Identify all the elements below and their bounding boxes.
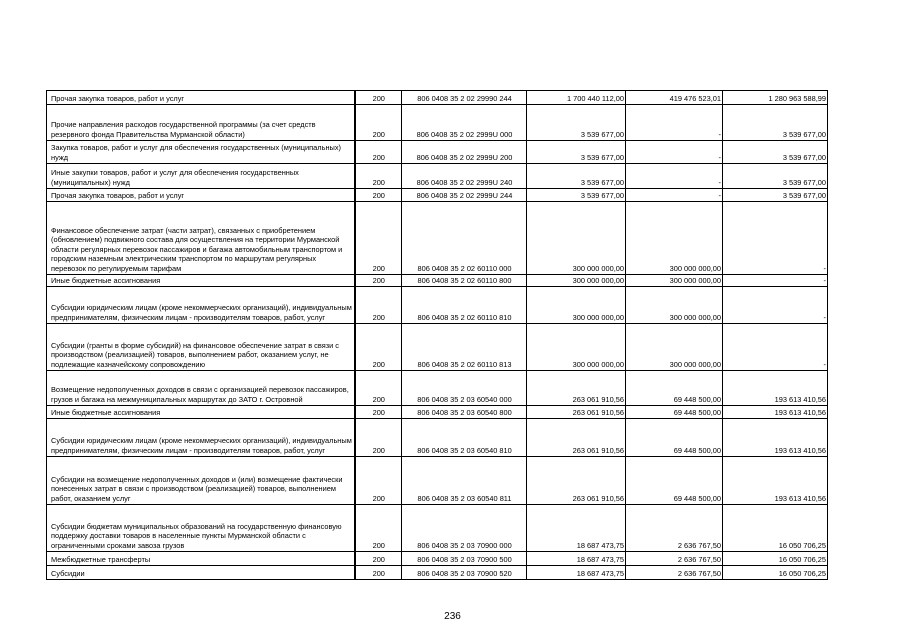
table-row: [47, 552, 828, 566]
row-code-cell: 806 0408 35 2 02 60110 813: [402, 324, 527, 371]
row-status-cell: 200: [355, 371, 402, 406]
row-code-cell: 806 0408 35 2 02 29990 244: [402, 91, 527, 105]
row-executed-cell: -: [626, 189, 723, 202]
row-executed-cell: 300 000 000,00: [626, 287, 723, 324]
row-approved-cell: 263 061 910,56: [527, 371, 626, 406]
row-status-cell: 200: [355, 202, 402, 275]
row-name-cell: Иные бюджетные ассигнования: [47, 406, 355, 419]
row-unexecuted-cell: 193 613 410,56: [723, 419, 828, 457]
row-executed-cell: 2 636 767,50: [626, 505, 723, 552]
row-unexecuted-cell: -: [723, 324, 828, 371]
row-unexecuted-cell: 3 539 677,00: [723, 141, 828, 164]
row-status-cell: 200: [355, 105, 402, 141]
row-executed-cell: -: [626, 164, 723, 189]
row-approved-cell: 18 687 473,75: [527, 566, 626, 580]
row-status-cell: 200: [355, 275, 402, 287]
row-status-cell: 200: [355, 552, 402, 566]
row-approved-cell: 18 687 473,75: [527, 505, 626, 552]
row-executed-cell: 69 448 500,00: [626, 406, 723, 419]
row-executed-cell: -: [626, 105, 723, 141]
row-unexecuted-cell: 193 613 410,56: [723, 406, 828, 419]
row-executed-cell: 300 000 000,00: [626, 202, 723, 275]
row-status-cell: 200: [355, 91, 402, 105]
row-code-cell: 806 0408 35 2 03 60540 800: [402, 406, 527, 419]
row-approved-cell: 263 061 910,56: [527, 419, 626, 457]
table-body: [47, 91, 828, 580]
row-code-cell: 806 0408 35 2 03 60540 000: [402, 371, 527, 406]
row-name-cell: Иные закупки товаров, работ и услуг для обеспечения государственных (муниципальных) нужд: [47, 164, 355, 189]
row-approved-cell: 3 539 677,00: [527, 141, 626, 164]
row-name-cell: Прочая закупка товаров, работ и услуг: [47, 189, 355, 202]
row-executed-cell: 300 000 000,00: [626, 275, 723, 287]
table-row: [47, 164, 828, 189]
row-name-cell: Прочие направления расходов государственной программы (за счет средств резервного фонда Правительства Мурманской области): [47, 105, 355, 141]
row-unexecuted-cell: 16 050 706,25: [723, 505, 828, 552]
row-status-cell: 200: [355, 287, 402, 324]
table-row: [47, 371, 828, 406]
row-approved-cell: 263 061 910,56: [527, 406, 626, 419]
row-unexecuted-cell: 193 613 410,56: [723, 371, 828, 406]
row-status-cell: 200: [355, 457, 402, 505]
table-row: [47, 324, 828, 371]
row-code-cell: 806 0408 35 2 02 60110 810: [402, 287, 527, 324]
row-approved-cell: 300 000 000,00: [527, 275, 626, 287]
table-row: [47, 189, 828, 202]
row-approved-cell: 300 000 000,00: [527, 324, 626, 371]
row-unexecuted-cell: 16 050 706,25: [723, 552, 828, 566]
row-executed-cell: 69 448 500,00: [626, 457, 723, 505]
table-row: [47, 419, 828, 457]
row-name-cell: Межбюджетные трансферты: [47, 552, 355, 566]
row-name-cell: Иные бюджетные ассигнования: [47, 275, 355, 287]
row-status-cell: 200: [355, 505, 402, 552]
row-approved-cell: 1 700 440 112,00: [527, 91, 626, 105]
row-unexecuted-cell: 16 050 706,25: [723, 566, 828, 580]
row-unexecuted-cell: -: [723, 287, 828, 324]
row-code-cell: 806 0408 35 2 02 2999U 000: [402, 105, 527, 141]
row-status-cell: 200: [355, 189, 402, 202]
row-name-cell: Субсидии (гранты в форме субсидий) на финансовое обеспечение затрат в связи с производством (реализацией) товаров, выполнением работ, оказанием услуг, не подлежащие казначейскому сопровождению: [47, 324, 355, 371]
table-row: [47, 406, 828, 419]
row-name-cell: Возмещение недополученных доходов в связи с организацией перевозок пассажиров, грузов и багажа на межмуниципальных маршрутах до ЗАТО г. Островной: [47, 371, 355, 406]
table-row: [47, 566, 828, 580]
row-code-cell: 806 0408 35 2 02 60110 800: [402, 275, 527, 287]
row-code-cell: 806 0408 35 2 02 2999U 240: [402, 164, 527, 189]
row-code-cell: 806 0408 35 2 02 60110 000: [402, 202, 527, 275]
row-executed-cell: 2 636 767,50: [626, 552, 723, 566]
row-status-cell: 200: [355, 324, 402, 371]
table-row: [47, 105, 828, 141]
row-name-cell: Прочая закупка товаров, работ и услуг: [47, 91, 355, 105]
row-status-cell: 200: [355, 164, 402, 189]
row-unexecuted-cell: 1 280 963 588,99: [723, 91, 828, 105]
row-executed-cell: 69 448 500,00: [626, 371, 723, 406]
row-unexecuted-cell: -: [723, 202, 828, 275]
page-number: 236: [444, 611, 461, 622]
row-unexecuted-cell: 3 539 677,00: [723, 189, 828, 202]
table-row: [47, 275, 828, 287]
row-name-cell: Субсидии юридическим лицам (кроме некоммерческих организаций), индивидуальным предпринимателям, физическим лицам - производителям товаров, работ, услуг: [47, 419, 355, 457]
row-unexecuted-cell: 3 539 677,00: [723, 105, 828, 141]
table-row: [47, 141, 828, 164]
row-code-cell: 806 0408 35 2 03 60540 810: [402, 419, 527, 457]
row-name-cell: Закупка товаров, работ и услуг для обеспечения государственных (муниципальных) нужд: [47, 141, 355, 164]
row-executed-cell: -: [626, 141, 723, 164]
row-status-cell: 200: [355, 406, 402, 419]
row-executed-cell: 69 448 500,00: [626, 419, 723, 457]
row-executed-cell: 2 636 767,50: [626, 566, 723, 580]
row-name-cell: Субсидии на возмещение недополученных доходов и (или) возмещение фактически понесенных затрат в связи с производством (реализацией) товаров, выполнением работ, оказанием услуг: [47, 457, 355, 505]
table-row: [47, 457, 828, 505]
row-code-cell: 806 0408 35 2 03 70900 520: [402, 566, 527, 580]
row-name-cell: Субсидии: [47, 566, 355, 580]
row-unexecuted-cell: 3 539 677,00: [723, 164, 828, 189]
row-approved-cell: 3 539 677,00: [527, 105, 626, 141]
row-code-cell: 806 0408 35 2 03 60540 811: [402, 457, 527, 505]
row-executed-cell: 419 476 523,01: [626, 91, 723, 105]
row-name-cell: Субсидии бюджетам муниципальных образований на государственную финансовую поддержку доставки товаров в населенные пункты Мурманской области с ограниченными сроками завоза грузов: [47, 505, 355, 552]
row-name-cell: Финансовое обеспечение затрат (части затрат), связанных с приобретением (обновлением) подвижного состава для осуществления на территории Мурманской области регулярных перевозок пассажиров и багажа автомобильным транспортом и городским наземным электрическим транспортом по маршрутам регулярных перевозок по регулируемым тарифам: [47, 202, 355, 275]
row-status-cell: 200: [355, 566, 402, 580]
table-row: [47, 505, 828, 552]
row-code-cell: 806 0408 35 2 03 70900 000: [402, 505, 527, 552]
row-code-cell: 806 0408 35 2 03 70900 500: [402, 552, 527, 566]
row-code-cell: 806 0408 35 2 02 2999U 200: [402, 141, 527, 164]
table-row: [47, 91, 828, 105]
row-status-cell: 200: [355, 141, 402, 164]
row-name-cell: Субсидии юридическим лицам (кроме некоммерческих организаций), индивидуальным предпринимателям, физическим лицам - производителям товаров, работ, услуг: [47, 287, 355, 324]
row-approved-cell: 300 000 000,00: [527, 202, 626, 275]
row-approved-cell: 3 539 677,00: [527, 164, 626, 189]
row-unexecuted-cell: 193 613 410,56: [723, 457, 828, 505]
table-row: [47, 287, 828, 324]
row-unexecuted-cell: -: [723, 275, 828, 287]
budget-execution-table: [46, 90, 828, 580]
row-executed-cell: 300 000 000,00: [626, 324, 723, 371]
row-approved-cell: 263 061 910,56: [527, 457, 626, 505]
row-code-cell: 806 0408 35 2 02 2999U 244: [402, 189, 527, 202]
row-approved-cell: 18 687 473,75: [527, 552, 626, 566]
row-approved-cell: 300 000 000,00: [527, 287, 626, 324]
table-row: [47, 202, 828, 275]
row-status-cell: 200: [355, 419, 402, 457]
row-approved-cell: 3 539 677,00: [527, 189, 626, 202]
